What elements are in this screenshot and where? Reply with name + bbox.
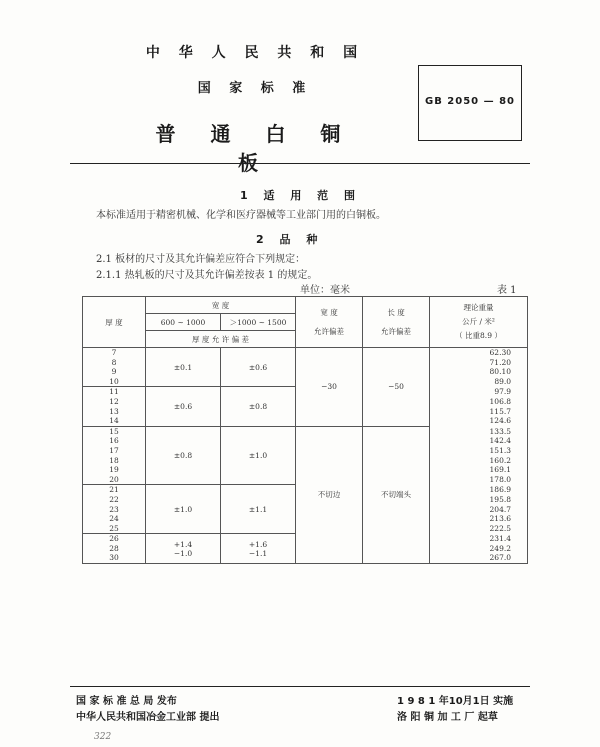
weight-group-1 bbox=[430, 348, 528, 387]
tolerance-minus: −1.1 bbox=[248, 548, 268, 558]
thickness-value: 19 bbox=[109, 465, 119, 475]
thickness-value: 24 bbox=[109, 514, 119, 524]
weight-group-4 bbox=[430, 485, 528, 534]
weight-value: 195.8 bbox=[489, 494, 512, 504]
weight-value: 222.5 bbox=[489, 523, 512, 533]
thickness-value: 16 bbox=[109, 436, 119, 446]
table-row bbox=[83, 426, 528, 485]
width-tolerance-upper: −30 bbox=[296, 348, 363, 427]
thickness-value: 15 bbox=[109, 426, 119, 436]
thickness-value: 25 bbox=[109, 523, 119, 533]
header-theoretical-weight bbox=[430, 297, 528, 348]
weight-value: 62.30 bbox=[489, 348, 512, 358]
weight-value: 71.20 bbox=[489, 357, 512, 367]
tolerance-wide: ±0.8 bbox=[221, 387, 296, 426]
weight-value: 151.3 bbox=[489, 445, 512, 455]
thickness-value: 11 bbox=[109, 387, 119, 397]
tolerance-narrow: ±0.8 bbox=[146, 426, 221, 485]
weight-value: 142.4 bbox=[489, 436, 512, 446]
tolerance-minus: −1.0 bbox=[173, 548, 193, 558]
header-width: 宽 度 bbox=[146, 297, 296, 314]
weight-value: 160.2 bbox=[489, 455, 512, 465]
section-1-title: 1 适 用 范 围 bbox=[240, 189, 361, 202]
weight-value: 124.6 bbox=[489, 416, 512, 426]
header-length-tol: 允许偏差 bbox=[381, 327, 412, 336]
table-header-row bbox=[83, 297, 528, 314]
header-width-col: 宽 度 bbox=[320, 308, 338, 317]
header-width-range-1: 600 ~ 1000 bbox=[146, 314, 221, 331]
thickness-value: 14 bbox=[109, 416, 119, 426]
thickness-group-3 bbox=[83, 426, 146, 485]
tolerance-wide: ±1.1 bbox=[221, 485, 296, 534]
thickness-group-2 bbox=[83, 387, 146, 426]
paragraph-2-1: 2.1 板材的尺寸及其允许偏差应符合下列规定： bbox=[96, 254, 306, 265]
weight-value: 80.10 bbox=[489, 367, 512, 377]
weight-value: 133.5 bbox=[489, 426, 512, 436]
issuer: 国 家 标 准 总 局 发布 bbox=[76, 696, 177, 707]
table-row bbox=[83, 348, 528, 387]
header-thickness-tolerance: 厚 度 允 许 偏 差 bbox=[146, 331, 296, 348]
thickness-value: 12 bbox=[109, 396, 119, 406]
tolerance-narrow: ±1.0 bbox=[146, 485, 221, 534]
thickness-value: 22 bbox=[109, 494, 119, 504]
drafter: 洛 阳 铜 加 工 厂 起草 bbox=[397, 712, 498, 723]
thickness-group-4 bbox=[83, 485, 146, 534]
weight-group-2 bbox=[430, 387, 528, 426]
thickness-group-1 bbox=[83, 348, 146, 387]
header-width-tolerance bbox=[296, 297, 363, 348]
weight-value: 89.0 bbox=[494, 377, 512, 387]
header-width-range-2: ＞1000 ~ 1500 bbox=[221, 314, 296, 331]
weight-value: 106.8 bbox=[489, 396, 512, 406]
header-weight-l1: 理论重量 bbox=[463, 303, 494, 312]
effective-date: 1 9 8 1 年10月1日 实施 bbox=[397, 696, 514, 707]
table-label: 表 1 bbox=[497, 285, 517, 296]
thickness-value: 30 bbox=[109, 553, 119, 563]
header-length-tolerance bbox=[363, 297, 430, 348]
page-number: 322 bbox=[94, 732, 112, 742]
weight-value: 267.0 bbox=[489, 553, 512, 563]
weight-value: 169.1 bbox=[489, 465, 512, 475]
length-tolerance-lower: 不切端头 bbox=[363, 426, 430, 563]
thickness-value: 18 bbox=[109, 455, 119, 465]
thickness-value: 17 bbox=[109, 445, 119, 455]
weight-value: 213.6 bbox=[489, 514, 512, 524]
thickness-value: 8 bbox=[111, 357, 117, 367]
dimension-table bbox=[82, 296, 528, 564]
header-thickness: 厚 度 bbox=[83, 297, 146, 348]
weight-group-3 bbox=[430, 426, 528, 485]
tolerance-plus: +1.4 bbox=[173, 539, 193, 549]
weight-value: 186.9 bbox=[489, 485, 512, 495]
thickness-value: 21 bbox=[109, 485, 119, 495]
weight-value: 204.7 bbox=[489, 504, 512, 514]
table-unit: 单位：毫米 bbox=[300, 285, 350, 296]
weight-value: 231.4 bbox=[489, 534, 512, 544]
footer-divider bbox=[70, 686, 530, 687]
thickness-value: 20 bbox=[109, 474, 119, 484]
thickness-value: 9 bbox=[111, 367, 117, 377]
weight-value: 97.9 bbox=[494, 387, 512, 397]
header-length-col: 长 度 bbox=[387, 308, 405, 317]
weight-value: 249.2 bbox=[489, 543, 512, 553]
tolerance-wide bbox=[221, 534, 296, 564]
tolerance-narrow: ±0.6 bbox=[146, 387, 221, 426]
tolerance-plus: +1.6 bbox=[248, 539, 268, 549]
section-1-text: 本标准适用于精密机械、化学和医疗器械等工业部门用的白铜板。 bbox=[96, 210, 386, 221]
thickness-value: 7 bbox=[111, 348, 117, 357]
length-tolerance-upper: −50 bbox=[363, 348, 430, 427]
thickness-value: 28 bbox=[109, 543, 119, 553]
header-divider bbox=[70, 163, 530, 164]
country-name: 中 华 人 民 共 和 国 bbox=[145, 45, 365, 61]
header-weight-l3: （ 比重8.9 ） bbox=[455, 331, 502, 340]
weight-value: 115.7 bbox=[489, 406, 512, 416]
thickness-value: 13 bbox=[109, 406, 119, 416]
weight-group-5 bbox=[430, 534, 528, 564]
header-width-tol: 允许偏差 bbox=[314, 327, 345, 336]
paragraph-2-1-1: 2.1.1 热轧板的尺寸及其允许偏差按表 1 的规定。 bbox=[96, 270, 318, 281]
standard-code: GB 2050 — 80 bbox=[424, 96, 516, 107]
tolerance-narrow: ±0.1 bbox=[146, 348, 221, 387]
tolerance-wide: ±0.6 bbox=[221, 348, 296, 387]
header-weight-l2: 公斤 / 米² bbox=[462, 317, 495, 326]
weight-value: 178.0 bbox=[489, 474, 512, 484]
width-tolerance-lower: 不切边 bbox=[296, 426, 363, 563]
tolerance-wide: ±1.0 bbox=[221, 426, 296, 485]
thickness-value: 26 bbox=[109, 534, 119, 544]
thickness-group-5 bbox=[83, 534, 146, 564]
section-2-title: 2 品 种 bbox=[256, 233, 324, 246]
document-title: 普 通 白 铜 板 bbox=[155, 122, 355, 175]
thickness-value: 10 bbox=[109, 376, 119, 386]
proposer: 中华人民共和国冶金工业部 提出 bbox=[76, 712, 220, 723]
tolerance-narrow bbox=[146, 534, 221, 564]
standard-type: 国 家 标 准 bbox=[197, 81, 313, 96]
thickness-value: 23 bbox=[109, 504, 119, 514]
